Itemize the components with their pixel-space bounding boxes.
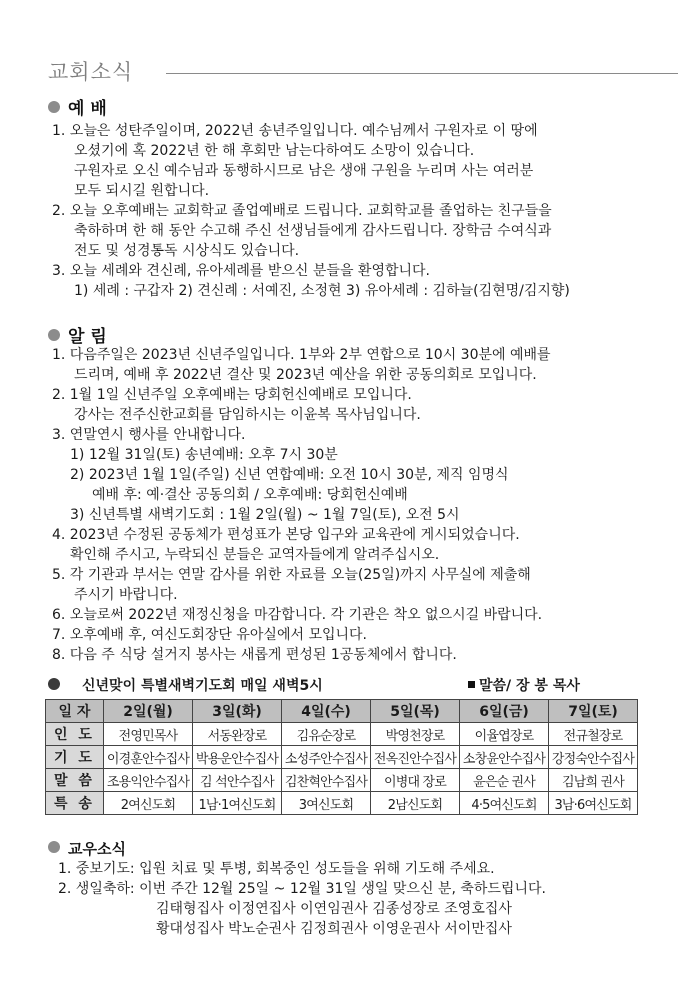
- worship-line: 오셨기에 혹 2022년 한 해 후회만 남는다하여도 소망이 있습니다.: [74, 143, 475, 159]
- worship-title-text: 예 배: [68, 99, 107, 119]
- table-cell: 전옥진안수집사: [371, 746, 460, 769]
- dawn-prayer-preacher: [468, 675, 580, 695]
- worship-line: 모두 되시길 원합니다.: [74, 183, 210, 199]
- table-cell: 김유순장로: [282, 723, 371, 746]
- notice-line: 예배 후: 예·결산 공동의회 / 오후예배: 당회헌신예배: [92, 487, 408, 503]
- page-title: 교회소식: [48, 60, 134, 84]
- bullet-dot-icon: [48, 841, 60, 853]
- column-header: 일 자: [46, 700, 104, 723]
- notice-line: 2. 1월 1일 신년주일 오후예배는 당회헌신예배로 모입니다.: [52, 387, 412, 403]
- bullet-dot-icon: [48, 678, 60, 690]
- table-cell: 조용익안수집사: [104, 769, 193, 792]
- table-cell: 이율엽장로: [460, 723, 549, 746]
- dawn-prayer-title: 신년맞이 특별새벽기도회 매일 새벽5시: [82, 678, 323, 694]
- notice-line: 1. 다음주일은 2023년 신년주일입니다. 1부와 2부 연합으로 10시 30분에 예배를: [52, 347, 551, 363]
- notice-title-text: 알 림: [68, 327, 107, 347]
- notice-line: 3) 신년특별 새벽기도회 : 1월 2일(월) ~ 1월 7일(토), 오전 5시: [70, 507, 460, 523]
- page-header: [48, 52, 678, 92]
- dawn-prayer-schedule-table: [45, 699, 638, 815]
- table-cell: 김 석안수집사: [193, 769, 282, 792]
- column-header: 2일(월): [104, 700, 193, 723]
- table-cell: 2남신도회: [371, 792, 460, 815]
- table-cell: 소창윤안수집사: [460, 746, 549, 769]
- column-header: 5일(목): [371, 700, 460, 723]
- row-header: 말 씀: [46, 769, 104, 792]
- notice-section-title: [48, 322, 107, 347]
- table-cell: 서동완장로: [193, 723, 282, 746]
- column-header: 6일(금): [460, 700, 549, 723]
- notice-line: 2) 2023년 1월 1일(주일) 신년 연합예배: 오전 10시 30분, 제직 임명식: [70, 467, 509, 483]
- table-cell: 전규철장로: [549, 723, 638, 746]
- members-title-text: 교우소식: [68, 840, 126, 858]
- column-header: 7일(토): [549, 700, 638, 723]
- notice-line: 3. 연말연시 행사를 안내합니다.: [52, 427, 246, 443]
- members-line: 1. 중보기도: 입원 치료 및 투병, 회복중인 성도들을 위해 기도해 주세요.: [58, 861, 495, 877]
- table-row: [46, 792, 638, 815]
- notice-line: 드리며, 예배 후 2022년 결산 및 2023년 예산을 위한 공동의회로 모입니다.: [74, 367, 537, 383]
- table-cell: 이경훈안수집사: [104, 746, 193, 769]
- table-cell: 3여신도회: [282, 792, 371, 815]
- notice-line: 7. 오후예배 후, 여신도회장단 유아실에서 모입니다.: [52, 627, 367, 643]
- column-header: 4일(수): [282, 700, 371, 723]
- table-cell: 강정숙안수집사: [549, 746, 638, 769]
- table-cell: 소성주안수집사: [282, 746, 371, 769]
- column-header: 3일(화): [193, 700, 282, 723]
- notice-line: 4. 2023년 수정된 공동체가 편성표가 본당 입구와 교육관에 게시되었습니다.: [52, 527, 520, 543]
- notice-line: 강사는 전주신한교회를 담임하시는 이윤복 목사님입니다.: [74, 407, 421, 423]
- worship-line: 2. 오늘 오후예배는 교회학교 졸업예배로 드립니다. 교회학교를 졸업하는 친구들을: [52, 203, 552, 219]
- worship-line: 구원자로 오신 예수님과 동행하시므로 남은 생애 구원을 누리며 사는 여러분: [74, 163, 534, 179]
- table-cell: 3남·6여신도회: [549, 792, 638, 815]
- row-header: 특 송: [46, 792, 104, 815]
- table-row: [46, 769, 638, 792]
- worship-line: 축하하며 한 해 동안 수고해 주신 선생님들에게 감사드립니다. 장학금 수여식과: [74, 223, 552, 239]
- table-cell: 2여신도회: [104, 792, 193, 815]
- worship-line: 1) 세례 : 구갑자 2) 견신례 : 서예진, 소정현 3) 유아세례 : 김하늘(김현명/김지향): [74, 283, 570, 299]
- table-header-row: [46, 700, 638, 723]
- table-cell: 4·5여신도회: [460, 792, 549, 815]
- row-header: 인 도: [46, 723, 104, 746]
- notice-line: 주시기 바랍니다.: [74, 587, 178, 603]
- dawn-prayer-header: [48, 675, 638, 697]
- table-cell: 윤은순 권사: [460, 769, 549, 792]
- members-line: 2. 생일축하: 이번 주간 12월 25일 ~ 12월 31일 생일 맞으신 분, 축하드립니다.: [58, 881, 546, 897]
- table-cell: 1남·1여신도회: [193, 792, 282, 815]
- preacher-text: 말씀/ 장 봉 목사: [479, 678, 580, 694]
- notice-line: 5. 각 기관과 부서는 연말 감사를 위한 자료를 오늘(25일)까지 사무실에 제출해: [52, 567, 531, 583]
- worship-section-title: [48, 94, 107, 119]
- row-header: 기 도: [46, 746, 104, 769]
- table-row: [46, 723, 638, 746]
- table-cell: 박영천장로: [371, 723, 460, 746]
- table-cell: 김남희 권사: [549, 769, 638, 792]
- table-cell: 이병대 장로: [371, 769, 460, 792]
- bullet-dot-icon: [48, 329, 60, 341]
- table-cell: 김찬혁안수집사: [282, 769, 371, 792]
- table-cell: 박용운안수집사: [193, 746, 282, 769]
- notice-line: 확인해 주시고, 누락되신 분들은 교역자들에게 알려주십시오.: [70, 547, 440, 563]
- header-divider: [166, 73, 678, 74]
- square-bullet-icon: [468, 681, 475, 688]
- notice-line: 6. 오늘로써 2022년 재정신청을 마감합니다. 각 기관은 착오 없으시길 바랍니다.: [52, 607, 543, 623]
- table-cell: 전영민목사: [104, 723, 193, 746]
- notice-line: 8. 다음 주 식당 설거지 봉사는 새롭게 편성된 1공동체에서 합니다.: [52, 647, 457, 663]
- bullet-dot-icon: [48, 101, 60, 113]
- members-line: 황대성집사 박노순권사 김정희권사 이영운권사 서이만집사: [156, 921, 512, 937]
- notice-line: 1) 12월 31일(토) 송년예배: 오후 7시 30분: [70, 447, 338, 463]
- worship-line: 3. 오늘 세례와 견신례, 유아세례를 받으신 분들을 환영합니다.: [52, 263, 430, 279]
- members-section-title: [48, 838, 126, 859]
- worship-line: 전도 및 성경통독 시상식도 있습니다.: [74, 243, 300, 259]
- table-row: [46, 746, 638, 769]
- worship-line: 1. 오늘은 성탄주일이며, 2022년 송년주일입니다. 예수님께서 구원자로 이 땅에: [52, 123, 538, 139]
- members-line: 김태형집사 이정연집사 이연임권사 김종성장로 조영호집사: [156, 901, 512, 917]
